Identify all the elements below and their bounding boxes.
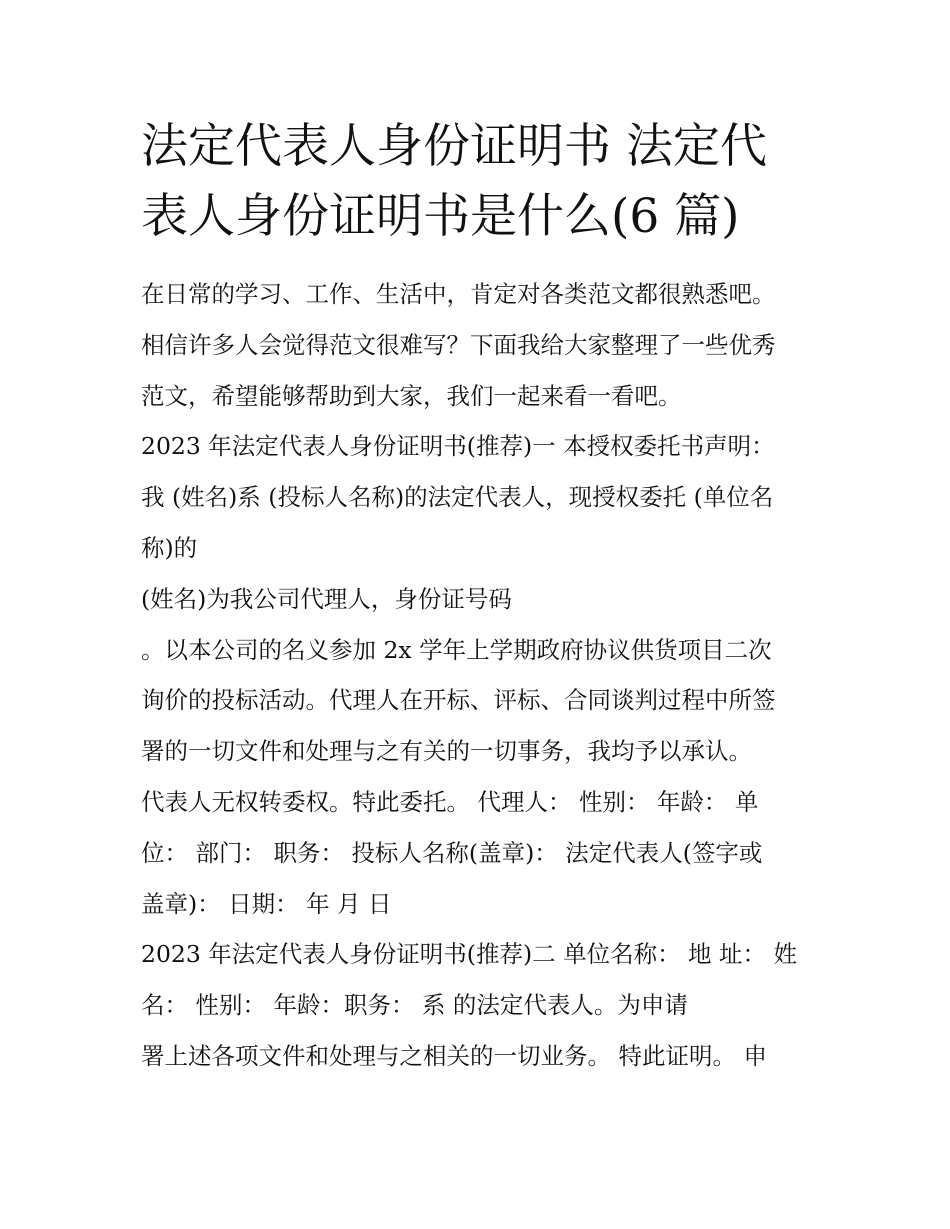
body-line: 2023 年法定代表人身份证明书(推荐)二 单位名称： 地 址： 姓 — [141, 940, 797, 969]
body-line: 代表人无权转委权。特此委托。 代理人： 性别： 年龄： 单 — [141, 787, 759, 816]
document-body — [141, 269, 811, 1082]
body-line: 盖章)： 日期： 年 月 日 — [141, 889, 392, 918]
document-content — [141, 112, 811, 1082]
document-title — [141, 112, 811, 252]
title-line: 法定代表人身份证明书 法定代 — [141, 119, 767, 174]
body-line: 署的一切文件和处理与之有关的一切事务，我均予以承认。 — [141, 737, 752, 766]
body-line: 。以本公司的名义参加 2x 学年上学期政府协议供货项目二次 — [141, 635, 772, 664]
body-line: 位： 部门： 职务： 投标人名称(盖章)： 法定代表人(签字或 — [141, 838, 763, 867]
body-line: 在日常的学习、工作、生活中，肯定对各类范文都很熟悉吧。 — [141, 280, 776, 308]
body-line: 我 (姓名)系 (投标人名称)的法定代表人，现授权委托 (单位名 — [141, 483, 774, 512]
body-line: 名： 性别： 年龄：职务： 系 的法定代表人。为申请 — [141, 991, 688, 1020]
body-line: 范文，希望能够帮助到大家，我们一起来看一看吧。 — [141, 381, 682, 410]
body-line: (姓名)为我公司代理人，身份证号码 — [141, 584, 512, 613]
body-line: 2023 年法定代表人身份证明书(推荐)一 本授权委托书声明： — [141, 432, 775, 461]
body-line: 相信许多人会觉得范文很难写？下面我给大家整理了一些优秀 — [141, 330, 776, 359]
body-line: 询价的投标活动。代理人在开标、评标、合同谈判过程中所签 — [141, 686, 776, 715]
body-line: 署上述各项文件和处理与之相关的一切业务。 特此证明。 申 — [141, 1041, 767, 1070]
title-line: 表人身份证明书是什么(6 篇) — [141, 189, 740, 244]
body-line: 称)的 — [141, 533, 198, 562]
